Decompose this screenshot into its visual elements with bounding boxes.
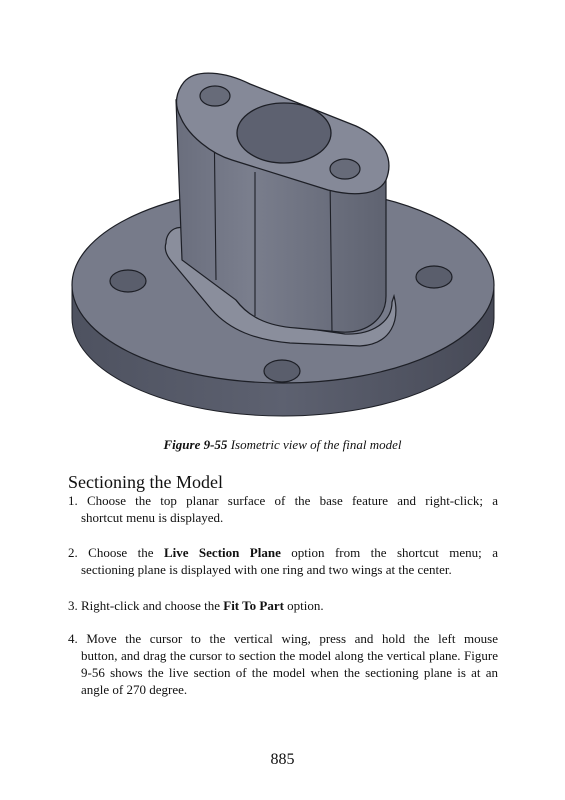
figure-caption [0, 437, 565, 453]
step-4 [68, 630, 498, 698]
step-2-rest: sectioning plane is displayed with one ring and two wings at the center. [81, 562, 452, 577]
bolt-hole-right [416, 266, 452, 288]
step-4-rest: button, and drag the cursor to section the model along the vertical plane. Figure 9-56 shows the live section of the model when the sectioning plane is at an angle of 270 degree. [81, 648, 498, 697]
boss-small-hole-right [330, 159, 360, 179]
isometric-model-figure [60, 55, 500, 435]
step-2-post: option from the shortcut menu; a [280, 545, 498, 560]
page-number: 885 [270, 751, 295, 768]
bolt-hole-left [110, 270, 146, 292]
step-3 [68, 597, 498, 614]
boss-center-hole [237, 103, 331, 163]
step-2 [68, 544, 498, 578]
bolt-hole-front [264, 360, 300, 382]
step-3-bold: Fit To Part [223, 598, 284, 613]
step-2-pre: 2. Choose the [68, 545, 164, 560]
section-heading: Sectioning the Model [68, 472, 223, 492]
step-3-pre: 3. Right-click and choose the [68, 598, 224, 613]
step-2-line1 [68, 544, 498, 561]
figure-caption-text: Isometric view of the final model [227, 437, 402, 452]
step-2-bold: Live Section Plane [163, 545, 281, 560]
boss-small-hole-left [200, 86, 230, 106]
step-1-rest: shortcut menu is displayed. [81, 510, 224, 525]
step-1-line1: 1. Choose the top planar surface of the base feature and right-click; a [68, 493, 498, 508]
figure-caption-label: Figure 9-55 [163, 437, 228, 452]
step-4-line1: 4. Move the cursor to the vertical wing, press and hold the left mouse [68, 631, 498, 646]
step-3-post: option. [283, 598, 324, 613]
step-1 [68, 492, 498, 526]
